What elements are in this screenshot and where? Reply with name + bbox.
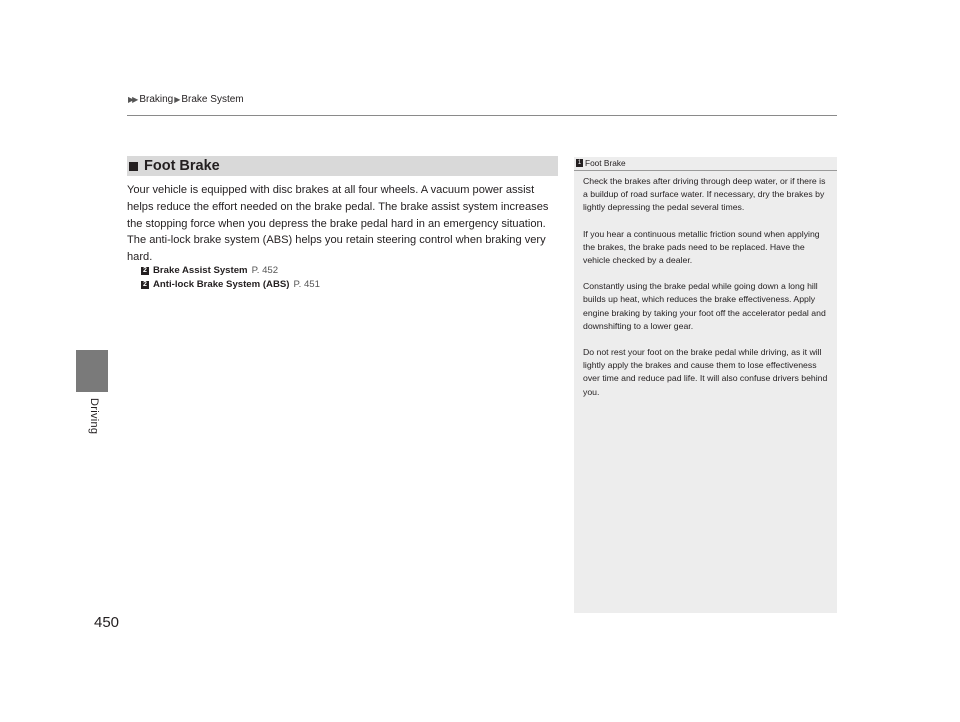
xref-brake-assist[interactable] (141, 265, 278, 276)
chapter-tab (76, 350, 108, 392)
section-square-icon (129, 162, 138, 171)
note-paragraph: Check the brakes after driving through deep water, or if there is a buildup of road surface water. If necessary, dry the brakes by lightly depressing the pedal several times. (583, 176, 826, 213)
xref-title[interactable]: Anti-lock Brake System (ABS) (153, 279, 290, 290)
note-paragraph: Do not rest your foot on the brake pedal while driving, as it will lightly apply the brakes and cause them to lose effectiveness over time and reduce pad life. It will also confuse drivers behind you. (583, 347, 828, 397)
note-marker-icon: 1 (577, 160, 582, 166)
xref-abs[interactable] (141, 279, 320, 290)
chapter-label: Driving (88, 398, 100, 435)
section-body: Your vehicle is equipped with disc brakes at all four wheels. A vacuum power assist helps reduce the effort needed on the brake pedal. The brake assist system increases the stopping force when you depress the brake pedal hard in an emergency situation. The anti-lock brake system (ABS) helps you retain steering control when braking very hard. (127, 184, 549, 264)
notes-body (583, 175, 829, 412)
page-number: 450 (94, 614, 120, 631)
xref-page[interactable]: P. 451 (293, 279, 320, 290)
notes-title-text: Foot Brake (585, 158, 626, 168)
breadcrumb (127, 94, 244, 105)
notes-divider (574, 170, 837, 171)
note-paragraph: Constantly using the brake pedal while going down a long hill builds up heat, which reduces the brake effectiveness. Apply engine braking by taking your foot off the accelerator pedal and downshifting to a lower gear. (583, 281, 826, 331)
notes-title (576, 158, 626, 168)
breadcrumb-item-brake-system[interactable]: Brake System (181, 94, 244, 105)
section-title: Foot Brake (144, 158, 220, 174)
section-header (127, 156, 558, 176)
reference-arrow-icon: 2 (141, 267, 149, 275)
arrow-icon: ▶ (174, 95, 181, 104)
double-arrow-icon: ▶▶ (128, 95, 137, 104)
xref-title[interactable]: Brake Assist System (153, 265, 248, 276)
header-divider (127, 115, 837, 116)
xref-page[interactable]: P. 452 (251, 265, 279, 276)
reference-arrow-icon: 2 (141, 281, 149, 289)
note-paragraph: If you hear a continuous metallic friction sound when applying the brakes, the brake pads need to be replaced. Have the vehicle checked by a dealer. (583, 228, 820, 266)
breadcrumb-item-braking[interactable]: Braking (139, 94, 174, 105)
